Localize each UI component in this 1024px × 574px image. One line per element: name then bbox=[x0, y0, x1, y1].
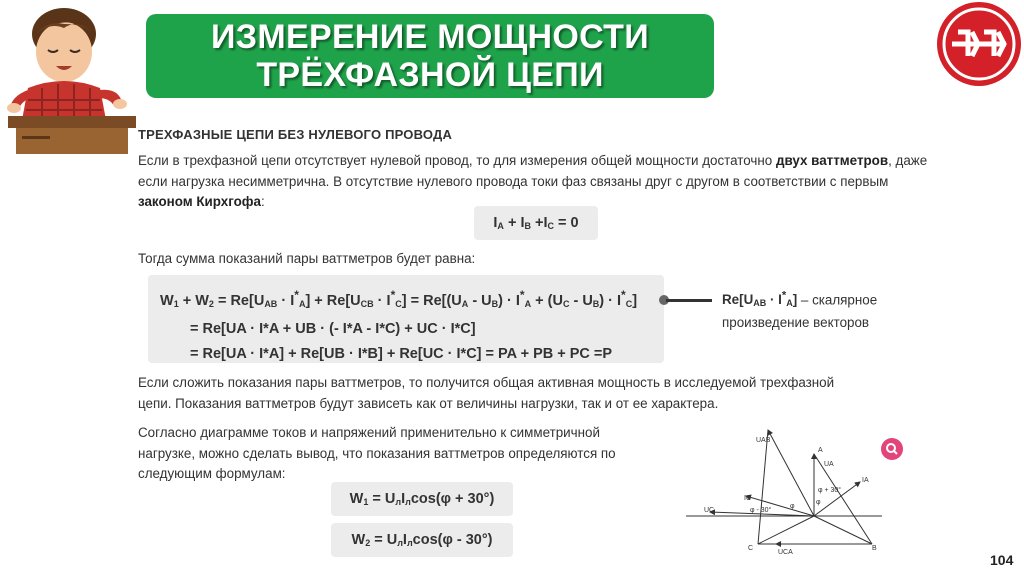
w-part: I bbox=[401, 491, 406, 507]
f-part: ) · I bbox=[498, 292, 520, 309]
label-phi-b: φ bbox=[790, 503, 795, 510]
line-to-c bbox=[758, 516, 814, 544]
formula-sub: B bbox=[524, 221, 531, 231]
label-uab: UAB bbox=[756, 437, 771, 444]
paragraph-diagram: Согласно диаграмме токов и напряжений применительно к симметричной нагрузке, можно сделать вывод, что показания ваттметров определяются по следующим формулам: bbox=[138, 425, 616, 481]
page-number: 104 bbox=[990, 552, 1014, 568]
label-a: A bbox=[818, 447, 823, 454]
f-part: ] bbox=[632, 292, 638, 309]
f-part: + W bbox=[178, 292, 209, 309]
intro-bold-1: двух ваттметров bbox=[775, 153, 889, 168]
f-part: ] + Re[U bbox=[305, 292, 361, 309]
f-sub: B bbox=[592, 298, 600, 309]
w-part: cos(φ + 30°) bbox=[410, 491, 495, 507]
f-sub: AB bbox=[264, 298, 278, 309]
label-b: B bbox=[872, 545, 877, 552]
w-sub: л bbox=[397, 538, 403, 548]
paragraph-sum: Тогда сумма показаний пары ваттметров будет равна: bbox=[138, 251, 476, 266]
w2-formula bbox=[331, 523, 513, 557]
formula-row-1 bbox=[160, 283, 664, 317]
f-sup: * bbox=[390, 288, 396, 302]
f-sub: A bbox=[461, 298, 469, 309]
label-c: C bbox=[748, 545, 754, 552]
f-part: ) · I bbox=[599, 292, 622, 309]
w-sub: л bbox=[405, 497, 411, 507]
note-sub: A bbox=[786, 298, 793, 309]
w1-formula bbox=[331, 482, 513, 516]
formula-op: + bbox=[503, 215, 521, 231]
f-part: + (U bbox=[531, 292, 563, 309]
label-uca: UCA bbox=[778, 549, 793, 556]
label-phi30b: φ - 30° bbox=[750, 507, 772, 514]
f-sub: B bbox=[491, 298, 499, 309]
section-heading: ТРЕХФАЗНЫЕ ЦЕПИ БЕЗ НУЛЕВОГО ПРОВОДА bbox=[138, 127, 453, 142]
f-sub: C bbox=[395, 298, 402, 309]
formula-symbol: I bbox=[520, 215, 525, 231]
w-sub: 1 bbox=[363, 497, 369, 507]
formula-op: = 0 bbox=[554, 215, 579, 231]
note-sub: AB bbox=[753, 298, 767, 309]
teacher-mascot-illustration bbox=[2, 4, 144, 156]
f-part: - U bbox=[468, 292, 492, 309]
note-part: Re[U bbox=[722, 292, 754, 308]
formula-op: + bbox=[530, 215, 544, 231]
label-phi30a: φ + 30° bbox=[818, 487, 842, 494]
formula-symbol: I bbox=[543, 215, 548, 231]
f-part: ] = Re[(U bbox=[401, 292, 462, 309]
f-sub: 2 bbox=[208, 298, 214, 309]
wattmeter-sum-formula bbox=[148, 275, 664, 363]
note-part: – скалярное bbox=[797, 292, 878, 308]
line-c-uab bbox=[758, 430, 768, 544]
w-part: cos(φ - 30°) bbox=[412, 532, 493, 548]
note-line-1 bbox=[722, 287, 877, 313]
formula-symbol: I bbox=[493, 215, 498, 231]
w-sub: 2 bbox=[365, 538, 371, 548]
note-part: ] bbox=[792, 292, 798, 308]
title-line-2: ТРЁХФАЗНОЙ ЦЕПИ bbox=[256, 56, 604, 94]
f-part: · I bbox=[373, 292, 391, 309]
f-sup: * bbox=[621, 288, 626, 302]
formula-row-3: = Re[UA · I*A] + Re[UB · I*B] + Re[UC · I*C] = PA + PB + PC =P bbox=[190, 345, 613, 362]
label-uc: UC bbox=[704, 507, 715, 514]
w-sub: л bbox=[395, 497, 402, 507]
label-ua: UA bbox=[824, 461, 834, 468]
w-part: W bbox=[349, 491, 364, 507]
connector-line bbox=[666, 299, 712, 302]
f-part: - U bbox=[569, 292, 593, 309]
company-logo bbox=[934, 0, 1024, 92]
f-sub: 1 bbox=[173, 298, 179, 309]
f-part: W bbox=[160, 292, 174, 309]
w-part: I bbox=[402, 532, 407, 548]
w-part: = U bbox=[370, 532, 398, 548]
intro-text-3: : bbox=[260, 194, 265, 209]
note-line-2: произведение векторов bbox=[722, 315, 870, 331]
label-ic: IC bbox=[744, 495, 751, 502]
w-part: W bbox=[351, 532, 366, 548]
f-sub: A bbox=[298, 298, 306, 309]
f-sub: C bbox=[562, 298, 570, 309]
w-sub: л bbox=[406, 538, 413, 548]
f-sub: A bbox=[524, 298, 532, 309]
formula-sub: C bbox=[547, 221, 555, 231]
note-sup: * bbox=[781, 290, 787, 302]
w-part: = U bbox=[368, 491, 396, 507]
scalar-product-note bbox=[722, 287, 877, 332]
paragraph-intro bbox=[138, 151, 938, 213]
phasor-diagram bbox=[686, 420, 886, 560]
f-sup: * bbox=[519, 288, 525, 302]
f-part: · I bbox=[277, 292, 295, 309]
f-sup: * bbox=[294, 288, 299, 302]
label-phi-a: φ bbox=[816, 499, 821, 506]
label-ia: IA bbox=[862, 477, 869, 484]
formula-row-2: = Re[UA · I*A + UB · (- I*A - I*C) + UC · I*C] bbox=[190, 320, 476, 337]
slide-title bbox=[146, 14, 714, 98]
paragraph-total-power: Если сложить показания пары ваттметров, то получится общая активная мощность в исследуемой трехфазной цепи. Показания ваттметров будут зависеть как от величины нагрузки, так и от ее характера. bbox=[138, 375, 835, 411]
f-sub: CB bbox=[360, 298, 374, 309]
intro-text-2: , даже если нагрузка несимметрична. В отсутствие нулевого провода токи фаз связаны друг с другом в соответствии с первым bbox=[138, 153, 928, 189]
title-line-1: ИЗМЕРЕНИЕ МОЩНОСТИ bbox=[211, 18, 649, 56]
formula-sub: A bbox=[497, 221, 504, 231]
f-sub: C bbox=[625, 298, 633, 309]
intro-bold-2: законом Кирхгофа bbox=[138, 194, 261, 209]
kirchhoff-formula bbox=[474, 206, 598, 240]
intro-text-1: Если в трехфазной цепи отсутствует нулевой провод, то для измерения общей мощности достаточно bbox=[138, 153, 776, 168]
f-part: = Re[U bbox=[213, 292, 265, 309]
note-part: · I bbox=[766, 292, 782, 308]
